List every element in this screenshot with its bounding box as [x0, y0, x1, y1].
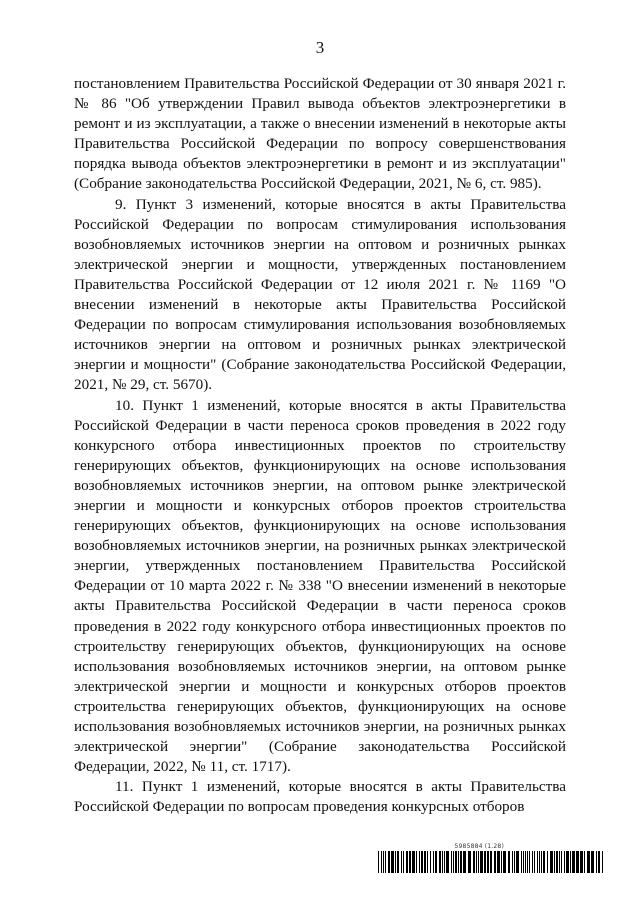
- paragraph-item-10: 10. Пункт 1 изменений, которые вносятся в акты Правительства Российской Федерации в части переноса сроков проведения в 2022 году конкурсного отбора инвестиционных проектов по строительству генерирующих объектов, функционирующих на основе использования возобновляемых источников энергии, на оптовом рынке электрической энергии и мощности и конкурсных отборов проектов строительства генерирующих объектов, функционирующих на основе использования возобновляемых источников энергии, на розничных рынках электрической энергии, утвержденных постановлением Правительства Российской Федерации от 10 марта 2022 г. № 338 "О внесении изменений в некоторые акты Правительства Российской Федерации в части переноса сроков проведения в 2022 году конкурсного отбора инвестиционных проектов по строительству генерирующих объектов, функционирующих на основе использования возобновляемых источников энергии, на оптовом рынке электрической энергии и мощности и конкурсных отборов проектов строительства генерирующих объектов, функционирующих на основе использования возобновляемых источников энергии, на розничных рынках электрической энергии" (Собрание законодательства Российской Федерации, 2022, № 11, ст. 1717).: [74, 396, 566, 776]
- document-body: [74, 74, 566, 817]
- barcode-icon: [378, 851, 604, 873]
- paragraph-item-11: 11. Пункт 1 изменений, которые вносятся в акты Правительства Российской Федерации по вопросам проведения конкурсных отборов: [74, 778, 566, 816]
- paragraph-continuation: постановлением Правительства Российской Федерации от 30 января 2021 г. № 86 "Об утверждении Правил вывода объектов электроэнергетики в ремонт и из эксплуатации, а также о внесении изменений в некоторые акты Правительства Российской Федерации по вопросу совершенствования порядка вывода объектов электроэнергетики в ремонт и из эксплуатации" (Собрание законодательства Российской Федерации, 2021, № 6, ст. 985).: [74, 75, 566, 193]
- paragraph-item-9: 9. Пункт 3 изменений, которые вносятся в акты Правительства Российской Федерации по вопросам стимулирования использования возобновляемых источников энергии на оптовом и розничных рынках электрической энергии и мощности, утвержденных постановлением Правительства Российской Федерации от 12 июля 2021 г. № 1169 "О внесении изменений в некоторые акты Правительства Российской Федерации по вопросам стимулирования использования возобновляемых источников энергии на оптовом и розничных рынках электрической энергии и мощности" (Собрание законодательства Российской Федерации, 2021, № 29, ст. 5670).: [74, 195, 566, 394]
- document-code: 5985884 (1.28): [454, 843, 504, 850]
- page-number: 3: [315, 38, 325, 57]
